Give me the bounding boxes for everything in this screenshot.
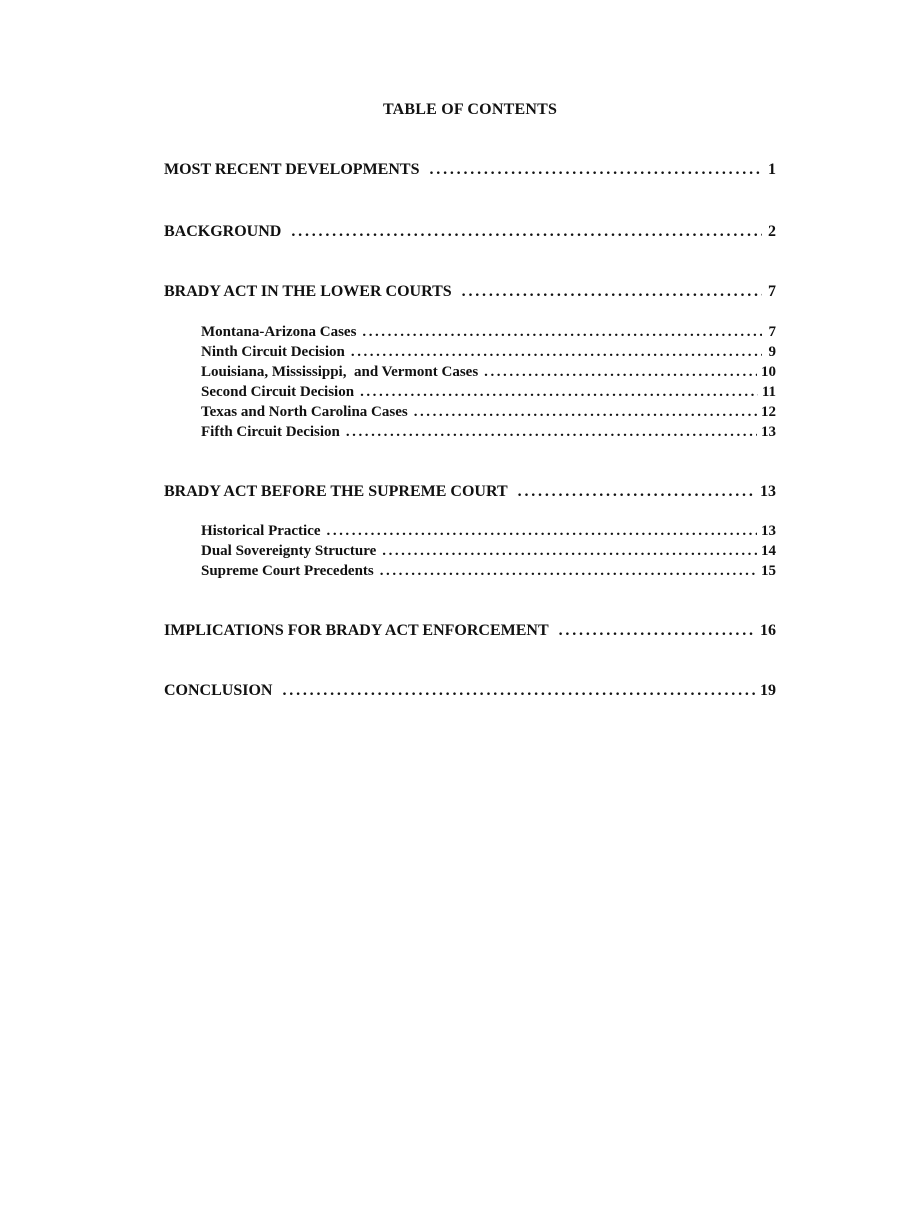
dot-leader: [518, 483, 756, 501]
toc-subentry-label: Supreme Court Precedents: [201, 563, 374, 579]
toc-entry-conclusion[interactable]: [164, 682, 776, 700]
toc-subentry-label: Historical Practice: [201, 523, 321, 539]
dot-leader: [380, 561, 757, 581]
toc-subentry-second-circuit[interactable]: [201, 382, 776, 402]
dot-leader: [484, 362, 757, 382]
toc-subentry-louisiana-mississippi-vermont[interactable]: [201, 362, 776, 382]
toc-page-number: 15: [761, 563, 776, 579]
toc-entry-brady-act-lower-courts[interactable]: [164, 283, 776, 301]
toc-page-number: 13: [761, 424, 776, 440]
toc-entry-label: BRADY ACT IN THE LOWER COURTS: [164, 283, 452, 300]
toc-subentry-texas-north-carolina[interactable]: [201, 402, 776, 422]
toc-entry-label: IMPLICATIONS FOR BRADY ACT ENFORCEMENT: [164, 622, 549, 639]
toc-page-number: 2: [768, 223, 776, 240]
dot-leader: [351, 342, 762, 362]
dot-leader: [414, 402, 757, 422]
toc-subentry-label: Montana-Arizona Cases: [201, 324, 357, 340]
toc-subentry-label: Second Circuit Decision: [201, 384, 355, 400]
toc-subentry-label: Fifth Circuit Decision: [201, 424, 340, 440]
toc-page-number: 13: [760, 483, 776, 500]
dot-leader: [360, 382, 758, 402]
toc-page-number: 14: [761, 543, 776, 559]
dot-leader: [291, 223, 762, 241]
toc-entry-background[interactable]: [164, 223, 776, 241]
toc-page-number: 10: [761, 364, 776, 380]
toc-entry-label: BRADY ACT BEFORE THE SUPREME COURT: [164, 483, 508, 500]
dot-leader: [282, 682, 756, 700]
toc-subentry-fifth-circuit[interactable]: [201, 422, 776, 442]
toc-subentry-dual-sovereignty[interactable]: [201, 541, 776, 561]
toc-subentry-label: Ninth Circuit Decision: [201, 344, 345, 360]
toc-entry-implications[interactable]: [164, 622, 776, 640]
toc-subentry-historical-practice[interactable]: [201, 521, 776, 541]
toc-entry-brady-act-supreme-court[interactable]: [164, 483, 776, 501]
toc-subentry-ninth-circuit[interactable]: [201, 342, 776, 362]
toc-page-number: 19: [760, 682, 776, 699]
toc-page-number: 9: [768, 344, 776, 360]
dot-leader: [382, 541, 757, 561]
toc-page-number: 12: [761, 404, 776, 420]
toc-subentry-label: Dual Sovereignty Structure: [201, 543, 377, 559]
toc-entry-most-recent-developments[interactable]: [164, 161, 776, 179]
toc-page-number: 7: [768, 324, 776, 340]
toc-page-number: 13: [761, 523, 776, 539]
dot-leader: [462, 283, 762, 301]
toc-entry-label: CONCLUSION: [164, 682, 273, 699]
toc-entry-label: MOST RECENT DEVELOPMENTS: [164, 161, 420, 178]
toc-subentry-montana-arizona[interactable]: [201, 322, 776, 342]
toc-subentry-label: Texas and North Carolina Cases: [201, 404, 408, 420]
dot-leader: [362, 322, 762, 342]
toc-page-number: 16: [760, 622, 776, 639]
toc-page-number: 7: [768, 283, 776, 300]
dot-leader: [429, 161, 762, 179]
dot-leader: [327, 521, 757, 541]
dot-leader: [559, 622, 756, 640]
toc-subentry-supreme-court-precedents[interactable]: [201, 561, 776, 581]
toc-entry-label: BACKGROUND: [164, 223, 282, 240]
page-title: TABLE OF CONTENTS: [382, 101, 558, 118]
toc-page-number: 1: [768, 161, 776, 178]
toc-page-number: 11: [761, 384, 776, 400]
toc-subentry-label: Louisiana, Mississippi, and Vermont Cases: [201, 364, 479, 380]
dot-leader: [346, 422, 757, 442]
